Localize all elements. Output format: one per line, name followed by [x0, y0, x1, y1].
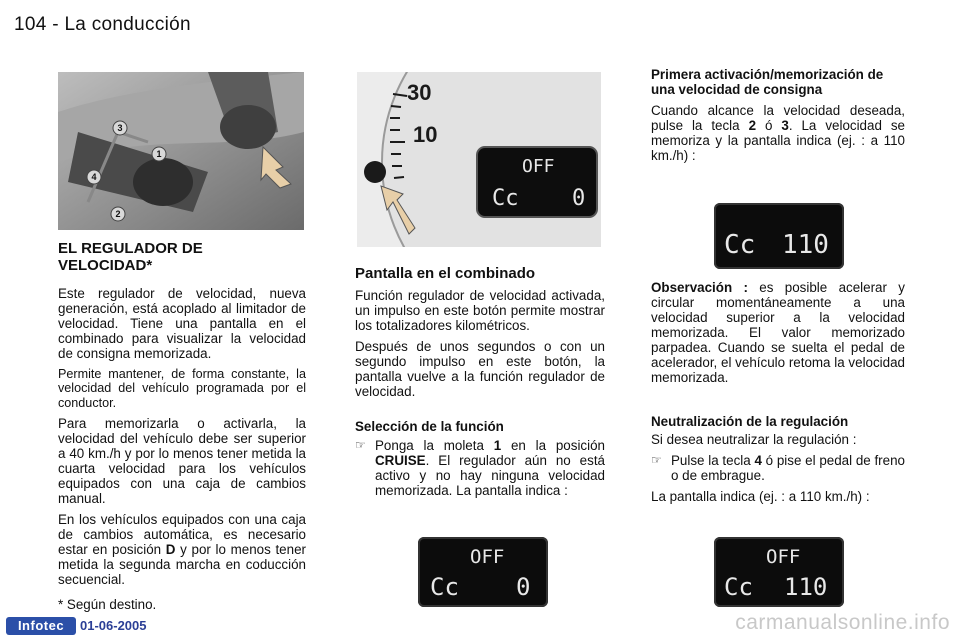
display-button[interactable] [364, 161, 386, 183]
section-heading: EL REGULADOR DE VELOCIDAD* [58, 240, 203, 274]
function-selection-heading: Selección de la función [355, 419, 504, 434]
neutralization-step: ☞ Pulse la tecla 4 ó pise el pedal de freno o de embrague. [651, 453, 905, 483]
selection-lcd-top: OFF [470, 546, 505, 568]
gauge-lcd-mode: Cc [492, 186, 519, 211]
section-title: La conducción [64, 14, 191, 35]
page-number: 104 [14, 14, 47, 35]
header-separator: - [52, 14, 59, 35]
stalk-label-3: 3 [117, 123, 123, 133]
observation-block [651, 280, 905, 391]
activation-paragraph: Para memorizarla o activarla, la velocidad del vehículo debe ser superior a 40 km./h y por lo menos tener metida la cuarta velocidad para los vehículos equipados con una caja de cambios manual. [58, 416, 306, 507]
memorize-paragraph: Cuando alcance la velocidad deseada, pulse la tecla 2 ó 3. La velocidad se memoriza y la pantalla indica (ej. : a 110 km./h) : [651, 103, 905, 163]
pointing-hand-icon: ☞ [651, 453, 662, 467]
gauge-lcd-top: OFF [522, 156, 555, 177]
neutral-lcd-value: 110 [784, 573, 828, 601]
gauge-lcd-value: 0 [572, 186, 586, 211]
column-left [58, 240, 306, 593]
column-right [651, 67, 905, 169]
selection-lcd-mode: Cc [430, 573, 459, 601]
pointing-hand-icon: ☞ [355, 438, 366, 452]
neutralization-display-paragraph: La pantalla indica (ej. : a 110 km./h) : [651, 489, 870, 504]
first-activation-heading: Primera activación/memorización de una velocidad de consigna [651, 67, 884, 97]
footnote: * Según destino. [58, 597, 157, 612]
observation-paragraph: Observación : es posible acelerar y circular momentáneamente a una velocidad superior a la velocidad memorizada. El valor memorizado parpadea. Cuando se suelta el pedal de acelerador, el vehículo retoma la velocidad memorizada. [651, 280, 905, 385]
intro-paragraph: Este regulador de velocidad, nueva generación, está acoplado al limitador de velocidad. Tiene una pantalla en el combinado para visualizar la velocidad de consigna memorizada. [58, 286, 306, 361]
selection-lcd [418, 537, 548, 607]
neutral-lcd [714, 537, 844, 607]
stalk-photo [58, 72, 304, 230]
neutralization-heading: Neutralización de la regulación [651, 414, 849, 429]
constant-speed-paragraph: Permite mantener, de forma constante, la velocidad del vehículo programada por el conductor. [58, 367, 306, 410]
gauge-label-10: 10 [413, 122, 438, 147]
selection-step: ☞ Ponga la moleta 1 en la posición CRUISE. El regulador aún no está activo y no hay ninguna velocidad memorizada. La pantalla indica : [355, 438, 605, 498]
footer-date: 01-06-2005 [80, 618, 147, 633]
stalk-label-1: 1 [156, 149, 162, 159]
memorized-lcd-value: 110 [782, 230, 829, 260]
infotec-logo: Infotec [6, 617, 76, 635]
neutral-lcd-mode: Cc [724, 573, 753, 601]
memorized-lcd-mode: Cc [724, 230, 756, 260]
gauge-label-30: 30 [407, 80, 432, 105]
memorized-lcd [714, 203, 844, 269]
column-middle [355, 265, 605, 498]
stalk-label-4: 4 [91, 172, 97, 182]
display-return-paragraph: Después de unos segundos o con un segundo impulso en este botón, la pantalla vuelve a la función regulador de velocidad. [355, 339, 605, 399]
automatic-gearbox-paragraph: En los vehículos equipados con una caja de cambios automática, es necesario estar en posición D y por lo menos tener metida la segunda marcha en coducción secuencial. [58, 512, 306, 588]
watermark[interactable]: carmanualsonline.info [735, 611, 950, 634]
combined-display-heading: Pantalla en el combinado [355, 265, 536, 282]
neutral-lcd-top: OFF [766, 546, 801, 568]
selection-lcd-value: 0 [516, 573, 531, 601]
stalk-label-2: 2 [115, 209, 121, 219]
page-header [14, 14, 191, 36]
neutralization-intro: Si desea neutralizar la regulación : [651, 432, 857, 447]
display-button-paragraph: Función regulador de velocidad activada, un impulso en este botón permite mostrar los totalizadores kilométricos. [355, 288, 605, 333]
neutralization-block [651, 414, 905, 510]
gauge-photo [357, 72, 601, 247]
